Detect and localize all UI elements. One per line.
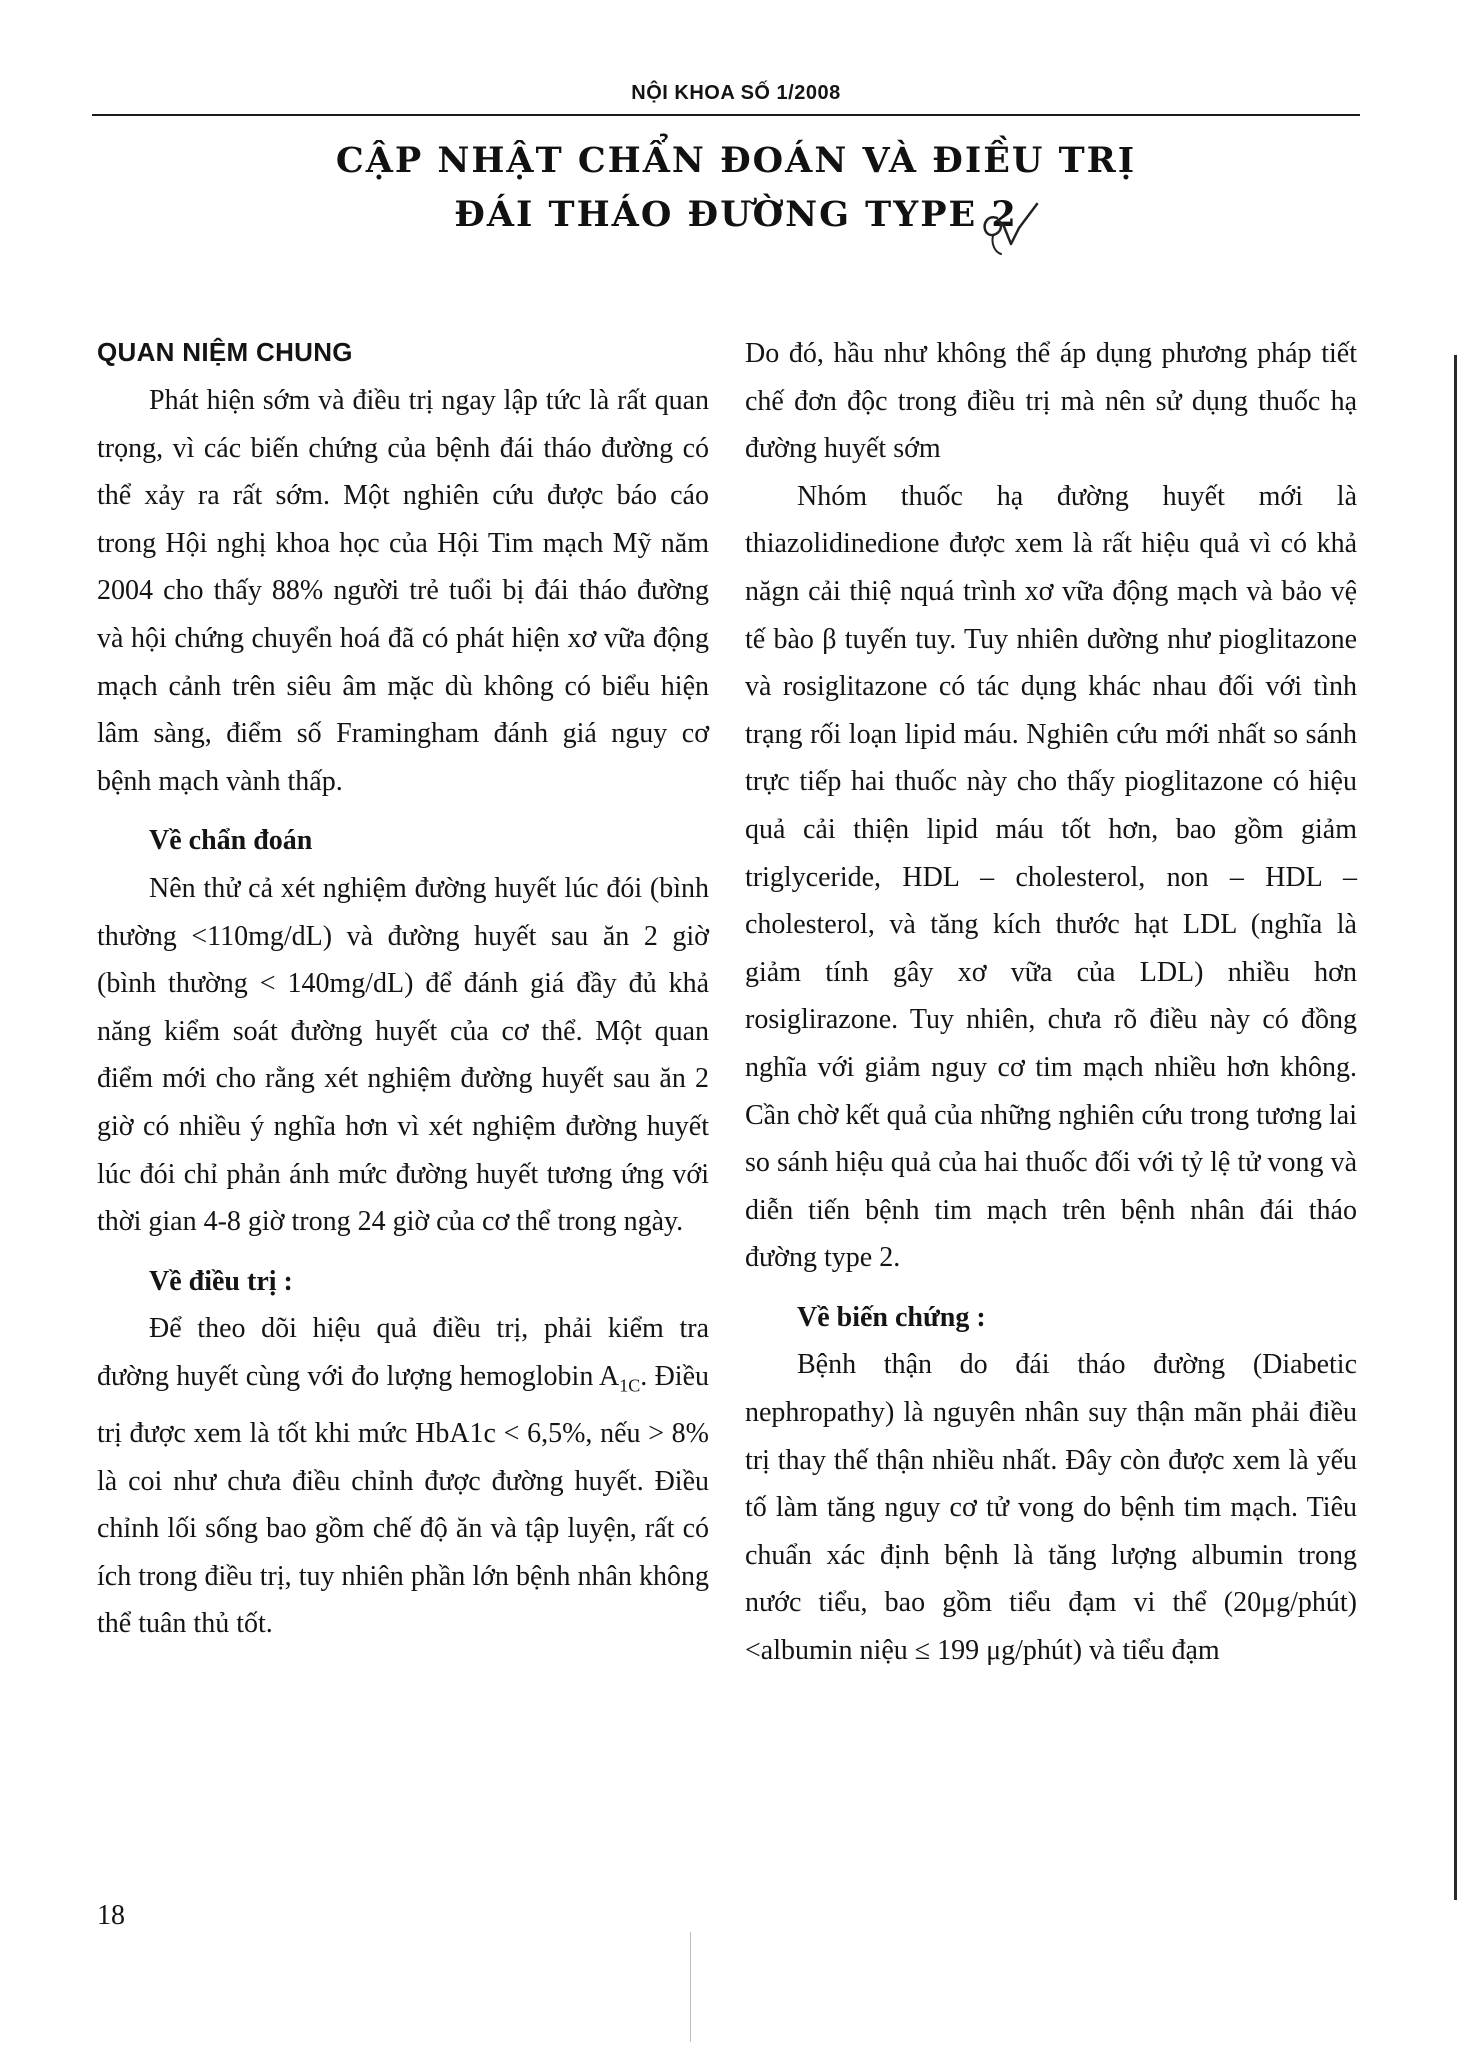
thiazolidinedione-paragraph: Nhóm thuốc hạ đường huyết mới là thiazolidinedione được xem là rất hiệu quả vì có khả năgn cải thiệ nquá trình xơ vữa động mạch và bảo vệ tế bào β tuyến tuy. Tuy nhiên dường như pioglitazone và rosiglitazone có tác dụng khác nhau đối với tình trạng rối loạn lipid máu. Nghiên cứu mới nhất so sánh trực tiếp hai thuốc này cho thấy pioglitazone có hiệu quả cải thiện lipid máu tốt hơn, bao gồm giảm triglyceride, HDL – cholesterol, non – HDL – cholesterol, và tăng kích thước hạt LDL (nghĩa là giảm tính gây xơ vữa của LDL) nhiều hơn rosiglirazone. Tuy nhiên, chưa rõ điều này có đồng nghĩa với giảm nguy cơ tim mạch nhiều hơn không. Cần chờ kết quả của những nghiên cứu trong tương lai so sánh hiệu quả của hai thuốc đối với tỷ lệ tử vong và diễn tiến bệnh tim mạch trên bệnh nhân đái tháo đường type 2. [745, 480, 1357, 1274]
page-number: 18 [97, 1900, 125, 1931]
left-column [97, 330, 709, 1648]
running-head: NỘI KHOA SỐ 1/2008 [631, 82, 841, 104]
continuation-paragraph: Do đó, hầu như không thể áp dụng phương pháp tiết chế đơn độc trong điều trị mà nên sử dụng thuốc hạ đường huyết sớm [745, 338, 1357, 465]
handwritten-mark [975, 200, 1045, 260]
treatment-heading: Về điều trị : [149, 1265, 293, 1297]
treatment-text-part-2: . Điều trị được xem là tốt khi mức HbA1c < 6,5%, nếu > 8% là coi như chưa điều chỉnh được đường huyết. Điều chỉnh lối sống bao gồm chế độ ăn và tập luyện, rất có ích trong điều trị, tuy nhiên phần lớn bệnh nhân không thể tuân thủ tốt. [97, 1360, 709, 1640]
diagnosis-heading: Về chẩn đoán [149, 825, 313, 857]
intro-paragraph: Phát hiện sớm và điều trị ngay lập tức là rất quan trọng, vì các biến chứng của bệnh đái tháo đường có thể xảy ra rất sớm. Một nghiên cứu được báo cáo trong Hội nghị khoa học của Hội Tim mạch Mỹ năm 2004 cho thấy 88% người trẻ tuổi bị đái tháo đường và hội chứng chuyển hoá đã có phát hiện xơ vữa động mạch cảnh trên siêu âm mặc dù không có biểu hiện lâm sàng, điểm số Framingham đánh giá nguy cơ bệnh mạch vành thấp. [97, 385, 709, 797]
diagnosis-paragraph: Nên thử cả xét nghiệm đường huyết lúc đói (bình thường <110mg/dL) và đường huyết sau ăn 2 giờ (bình thường < 140mg/dL) để đánh giá đầy đủ khả năng kiểm soát đường huyết của cơ thể. Một quan điểm mới cho rằng xét nghiệm đường huyết sau ăn 2 giờ có nhiều ý nghĩa hơn vì xét nghiệm đường huyết lúc đói chỉ phản ánh mức đường huyết tương ứng với thời gian 4-8 giờ trong 24 giờ của cơ thể trong ngày. [97, 872, 709, 1238]
right-column [745, 330, 1357, 1675]
complications-heading: Về biến chứng : [797, 1301, 986, 1333]
article-title-line-2: ĐÁI THÁO ĐƯỜNG TYPE 2 [454, 194, 1018, 235]
article-title-line-1: CẬP NHẬT CHẨN ĐOÁN VÀ ĐIỀU TRỊ [335, 140, 1137, 181]
treatment-paragraph [97, 1305, 709, 1648]
complications-paragraph: Bệnh thận do đái tháo đường (Diabetic nephropathy) là nguyên nhân suy thận mãn phải điều trị thay thế thận nhiều nhất. Đây còn được xem là yếu tố làm tăng nguy cơ tử vong do bệnh tim mạch. Tiêu chuẩn xác định bệnh là tăng lượng albumin trong nước tiểu, bao gồm tiểu đạm vi thể (20μg/phút) <albumin niệu ≤ 199 μg/phút) và tiểu đạm [745, 1349, 1357, 1667]
header-rule [92, 114, 1360, 116]
treatment-text-part-1: Để theo dõi hiệu quả điều trị, phải kiểm tra đường huyết cùng với đo lượng hemoglobin A [97, 1313, 709, 1392]
hba1c-subscript: 1C [619, 1375, 641, 1396]
scan-edge-line [1454, 355, 1457, 1900]
gutter-mark [690, 1932, 691, 2042]
section-title: QUAN NIỆM CHUNG [97, 337, 353, 367]
